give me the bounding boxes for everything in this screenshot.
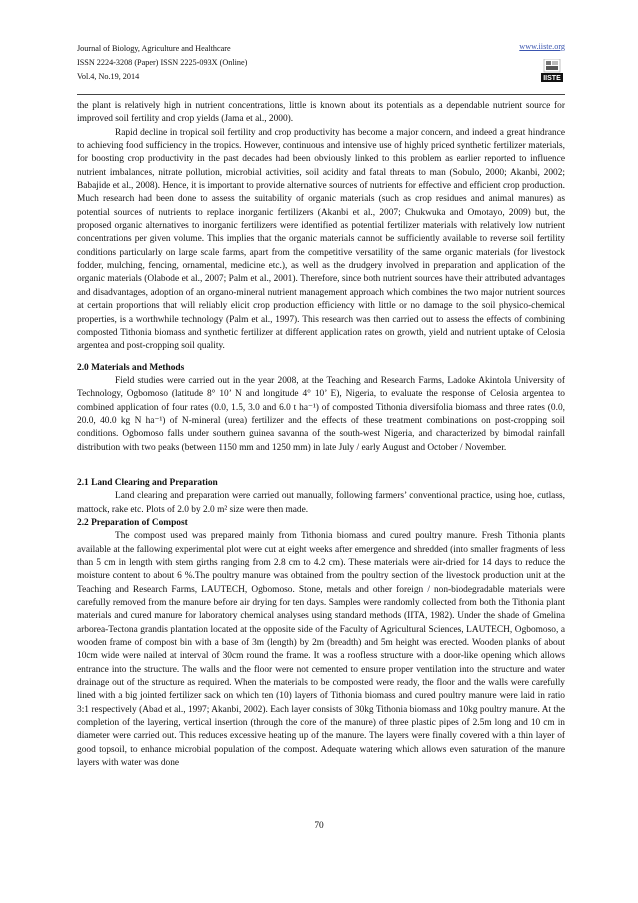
compost-paragraph: The compost used was prepared mainly from Tithonia biomass and cured poultry manure. Fresh Tithonia plants available at the fallowing experimental plot were cut at eight weeks after emergence and shredded (into smaller fragments of less than 5 cm in length with stem girths ranging from 2.8 cm to 4.2 cm). These materials were air-dried for 14 days to reduce the moisture content to about 6 %.The poultry manure was obtained from the poultry section of the livestock production unit at the Teaching and Research Farms, LAUTECH, Ogbomoso. Stone, metals and other foreign / non-biodegradable materials were carefully removed from the manure before air drying for ten days. Samples were randomly collected from both the Tithonia plant materials and cured manure for laboratory chemical analyses using standard methods (IITA, 1982). Under the shade of Gmelina arborea-Tectona grandis plantation located at the opposite side of the Faculty of Agricultural Sciences, LAUTECH, Ogbomoso, a wooden frame of compost bin with a base of 3m (length) by 2m (breadth) and 5m height was erected. Wooden planks of about 10cm wide were nailed at interval of 30cm round the frame. It was a roofless structure with a door-like opening which allows entrance into the structure. The walls and the floor were not cemented to ensure proper ventilation into the structure and water drainage out of the structure as required. When the materials to be composted were ready, the floor and the walls were carefully lined with a big jointed fertilizer sack on which ten (10) layers of Tithonia biomass and cured poultry manure were laid in ratio 3:1 respectively (Abad et al., 1997; Akanbi, 2002). Each layer consists of 30kg Tithonia biomass and 10kg poultry manure. At the completion of the layering, vertical insertion (through the core of the manure) of three plastic pipes of 2.5m long and 10 cm in diameter were carried out. This reduces excessive heating up of the manure. The layers were finally covered with a thin layer of good topsoil, to enhance microbial population of the compost. Adequate watering which allows even saturation of the manure layers with water was done — [77, 531, 565, 769]
svg-text:IISTE: IISTE — [543, 75, 561, 82]
intro-paragraph-2: Rapid decline in tropical soil fertility and crop productivity has become a major concern, and indeed a great hindrance to achieving food sufficiency in the tropics. However, continuous and intensive use of highly priced synthetic fertilizer materials, for boosting crop productivity in the past decades had been obviously linked to this problem as earlier reported to influence nutrient imbalances, nitrate pollution, microbial activities, soil acidity and fatal threats to man (Sobulo, 2000; Akanbi, 2002; Babajide et al., 2008). Hence, it is important to provide alternative sources of nutrients for effective and efficient crop production. Much research had been done to assess the suitability of organic materials (such as crop residues and animal manures) as potential sources of nutrients to replace inorganic fertilizers (Akanbi et al., 2007; Chukwuka and Omotayo, 2009) but, the proposed organic alternatives to inorganic fertilizers were identified as potential fertilizer materials with relatively low nutrient concentrations per given volume. This implies that the organic materials cannot be sufficiently available to reverse soil fertility conditions particularly on large scale farms, apart from the competitive versatility of the same organic materials (for livestock fodder, mulching, fencing, ornamental, medicine etc.), as well as the drudgery involved in preparation and application of the organic materials (Olabode et al., 2007; Palm et al., 2001). Therefore, since both nutrient sources have their attributed advantages and disadvantages, adoption of an organo-mineral nutrient management approach which combines the two major nutrient sources at certain proportions that will reliably elicit crop production efficiency with little or no damage to the soil physico-chemical properties, is a worthwhile technology (Palm et al., 1997). This research was then carried out to assess the effects of combining composted Tithonia biomass and synthetic fertilizer at different application rates on growth, yield and nutrient uptake of Celosia argentea and post-cropping soil quality. — [77, 127, 565, 352]
iiste-logo — [541, 59, 563, 83]
land-clearing-paragraph: Land clearing and preparation were carried out manually, following farmers’ conventional practice, using hoe, cutlass, mattock, rake etc. Plots of 2.0 by 2.0 m² size were then made. — [77, 491, 565, 515]
section-heading-methods: 2.0 Materials and Methods — [77, 362, 185, 373]
section-heading-compost: 2.2 Preparation of Compost — [77, 517, 188, 528]
methods-paragraph: Field studies were carried out in the year 2008, at the Teaching and Research Farms, Ladoke Akintola University of Technology, Ogbomoso (latitude 8° 10’ N and longitude 4° 10’ E), Nigeria, to evaluate the response of Celosia argentea to combined application of four rates (0.0, 1.5, 3.0 and 6.0 t ha⁻¹) of composted Tithonia diversifolia biomass and three rates (0.0, 20.0, 40.0 kg N ha⁻¹) of N-mineral (urea) fertilizer and the effects of these treatment combinations on post-cropping soil conditions. Ogbomoso falls under southern guinea savanna of the south-west Nigeria, and characterized by bimodal rainfall distribution with two peaks (between 1150 mm and 1250 mm) in late July / early August and October / November. — [77, 375, 565, 453]
issn-line: ISSN 2224-3208 (Paper) ISSN 2225-093X (Online) — [77, 58, 248, 67]
journal-title: Journal of Biology, Agriculture and Healthcare — [77, 44, 231, 53]
volume-line: Vol.4, No.19, 2014 — [77, 72, 140, 81]
article-body — [77, 100, 565, 771]
header-rule — [77, 94, 565, 95]
intro-paragraph-1: the plant is relatively high in nutrient concentrations, little is known about its potentials as a dependable nutrient source for improved soil fertility and crop yields (Jama et al., 2000). — [77, 101, 565, 125]
section-heading-land-clearing: 2.1 Land Clearing and Preparation — [77, 477, 218, 488]
page-header — [77, 42, 565, 94]
journal-url-link[interactable]: www.iiste.org — [519, 42, 565, 51]
page-number: 70 — [314, 821, 324, 831]
